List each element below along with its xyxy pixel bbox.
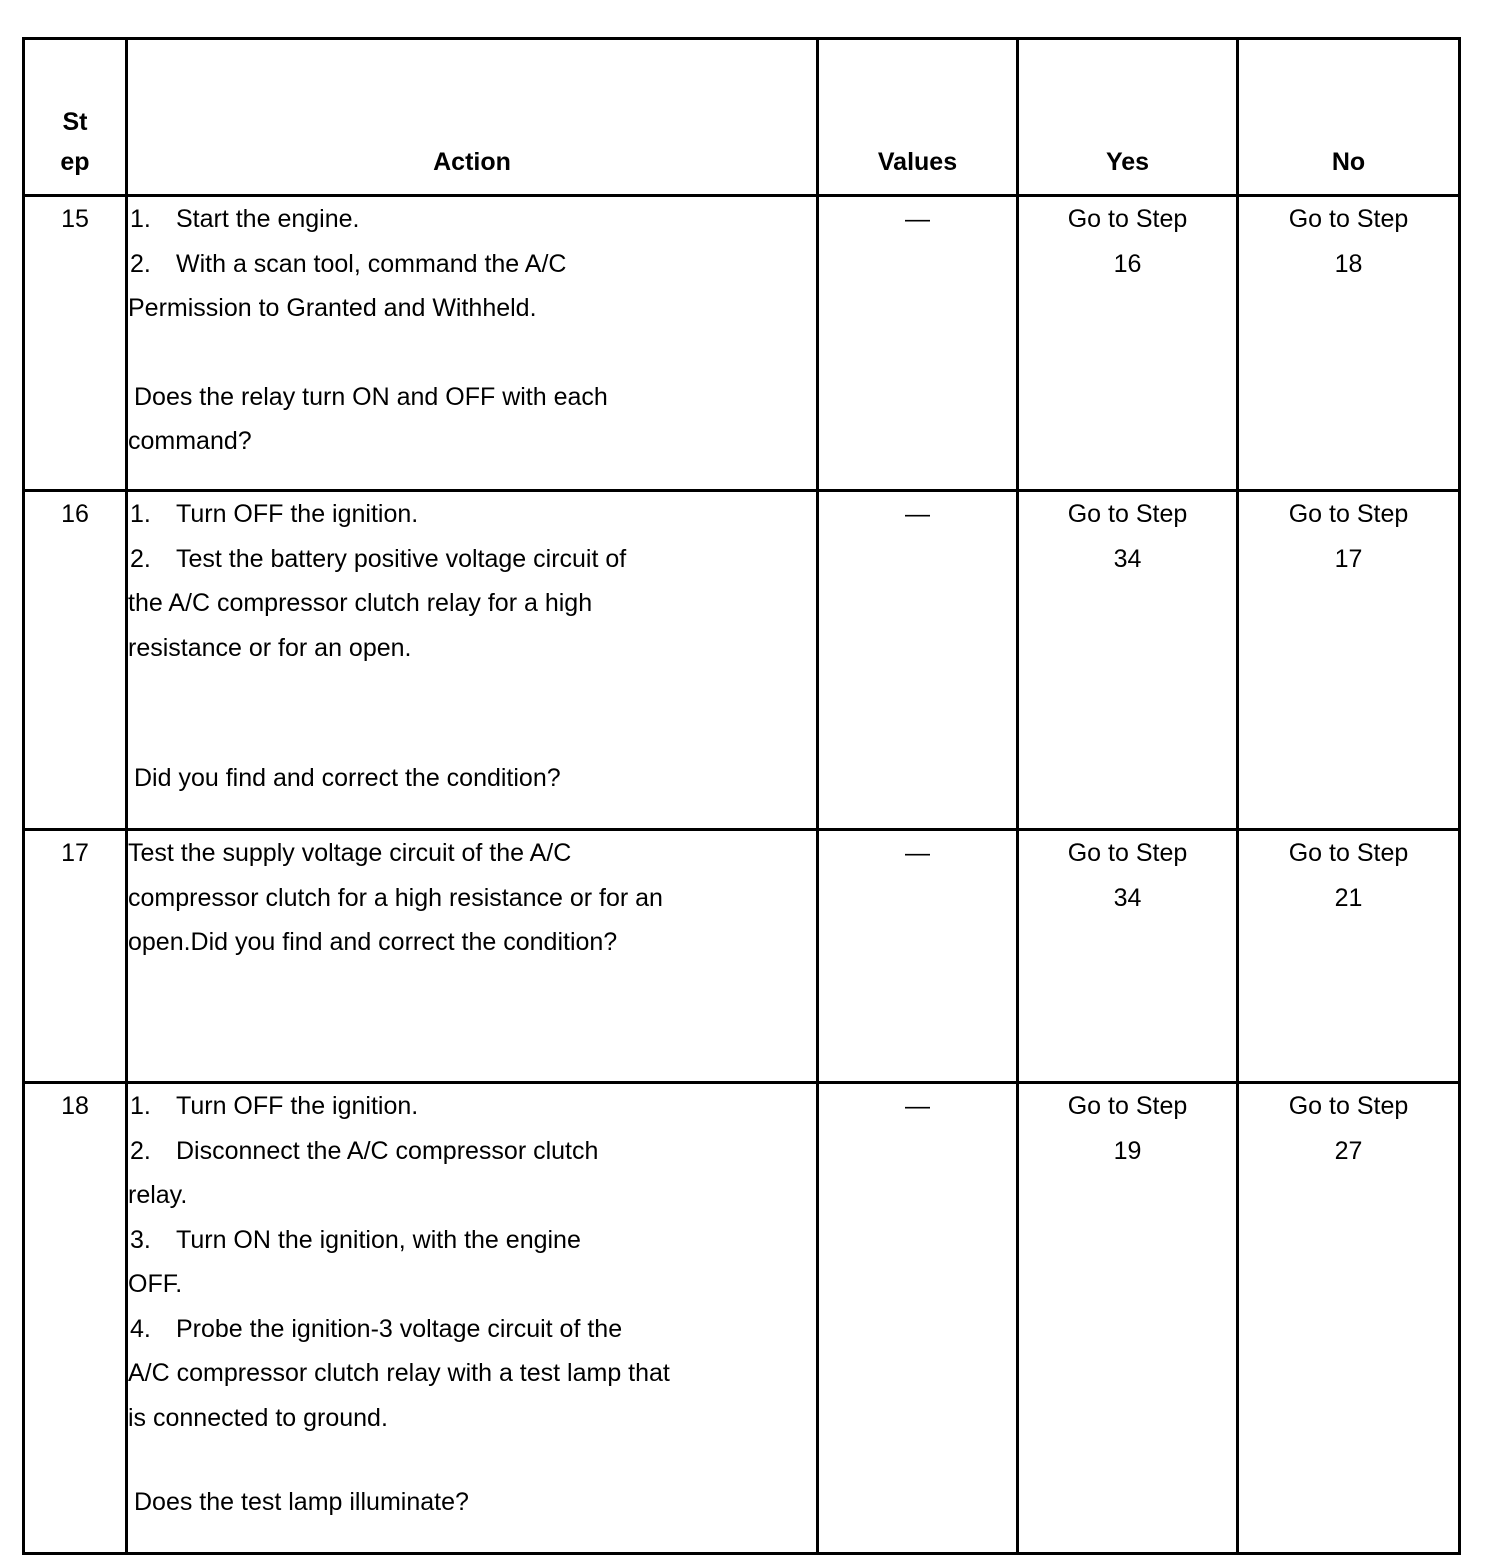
action-question: Did you find and correct the condition?: [134, 764, 561, 792]
step-number: 15: [24, 196, 127, 491]
values-cell: —: [818, 196, 1018, 491]
action-continuation: is connected to ground.: [128, 1403, 388, 1432]
action-continuation: relay.: [128, 1181, 188, 1209]
values-cell: —: [818, 491, 1018, 830]
action-question: Does the test lamp illuminate?: [134, 1488, 469, 1516]
action-item: 1. Turn OFF the ignition.: [130, 500, 419, 528]
no-cell: Go to Step 27: [1238, 1083, 1460, 1554]
action-text: Test the supply voltage circuit of the A/C: [128, 839, 572, 867]
step-number: 17: [24, 830, 127, 1083]
yes-cell: Go to Step 34: [1018, 491, 1238, 830]
no-cell: Go to Step 18: [1238, 196, 1460, 491]
header-no: No: [1238, 39, 1460, 196]
action-item: 3. Turn ON the ignition, with the engine: [130, 1225, 581, 1254]
action-item: 2. Disconnect the A/C compressor clutch: [130, 1136, 599, 1165]
action-cell: [127, 830, 818, 1083]
action-continuation: OFF.: [128, 1270, 183, 1298]
header-action: Action: [127, 39, 818, 196]
table-row-step-17: [24, 830, 1460, 1083]
yes-cell: Go to Step 19: [1018, 1083, 1238, 1554]
action-continuation: resistance or for an open.: [128, 633, 412, 662]
action-cell: [127, 1083, 818, 1554]
no-cell: Go to Step 17: [1238, 491, 1460, 830]
action-text: open.Did you find and correct the condition?: [128, 928, 618, 956]
values-cell: —: [818, 830, 1018, 1083]
action-continuation: the A/C compressor clutch relay for a high: [128, 589, 593, 617]
action-item: 2. With a scan tool, command the A/C: [130, 249, 567, 278]
header-values: Values: [818, 39, 1018, 196]
header-step-line1: St: [62, 108, 88, 136]
action-cell: [127, 196, 818, 491]
action-item: 1. Start the engine.: [130, 205, 360, 233]
step-number: 16: [24, 491, 127, 830]
table-row-step-18: [24, 1083, 1460, 1554]
action-question-cont: command?: [128, 427, 252, 455]
action-cell: [127, 491, 818, 830]
action-question: Does the relay turn ON and OFF with each: [134, 382, 608, 411]
action-text: compressor clutch for a high resistance or for an: [128, 883, 663, 912]
step-number: 18: [24, 1083, 127, 1554]
action-continuation: A/C compressor clutch relay with a test lamp that: [128, 1359, 670, 1387]
values-cell: —: [818, 1083, 1018, 1554]
header-row: [24, 39, 1460, 196]
action-item: 2. Test the battery positive voltage circuit of: [130, 544, 627, 573]
table-row-step-15: [24, 196, 1460, 491]
action-item: 1. Turn OFF the ignition.: [130, 1092, 419, 1120]
header-step-line2: ep: [60, 148, 90, 176]
no-cell: Go to Step 21: [1238, 830, 1460, 1083]
action-item: 4. Probe the ignition-3 voltage circuit of the: [130, 1314, 623, 1343]
yes-cell: Go to Step 16: [1018, 196, 1238, 491]
diagnostic-table: [22, 37, 1461, 1555]
header-step: [24, 39, 127, 196]
yes-cell: Go to Step 34: [1018, 830, 1238, 1083]
table-row-step-16: [24, 491, 1460, 830]
action-continuation: Permission to Granted and Withheld.: [128, 294, 537, 322]
header-yes: Yes: [1018, 39, 1238, 196]
